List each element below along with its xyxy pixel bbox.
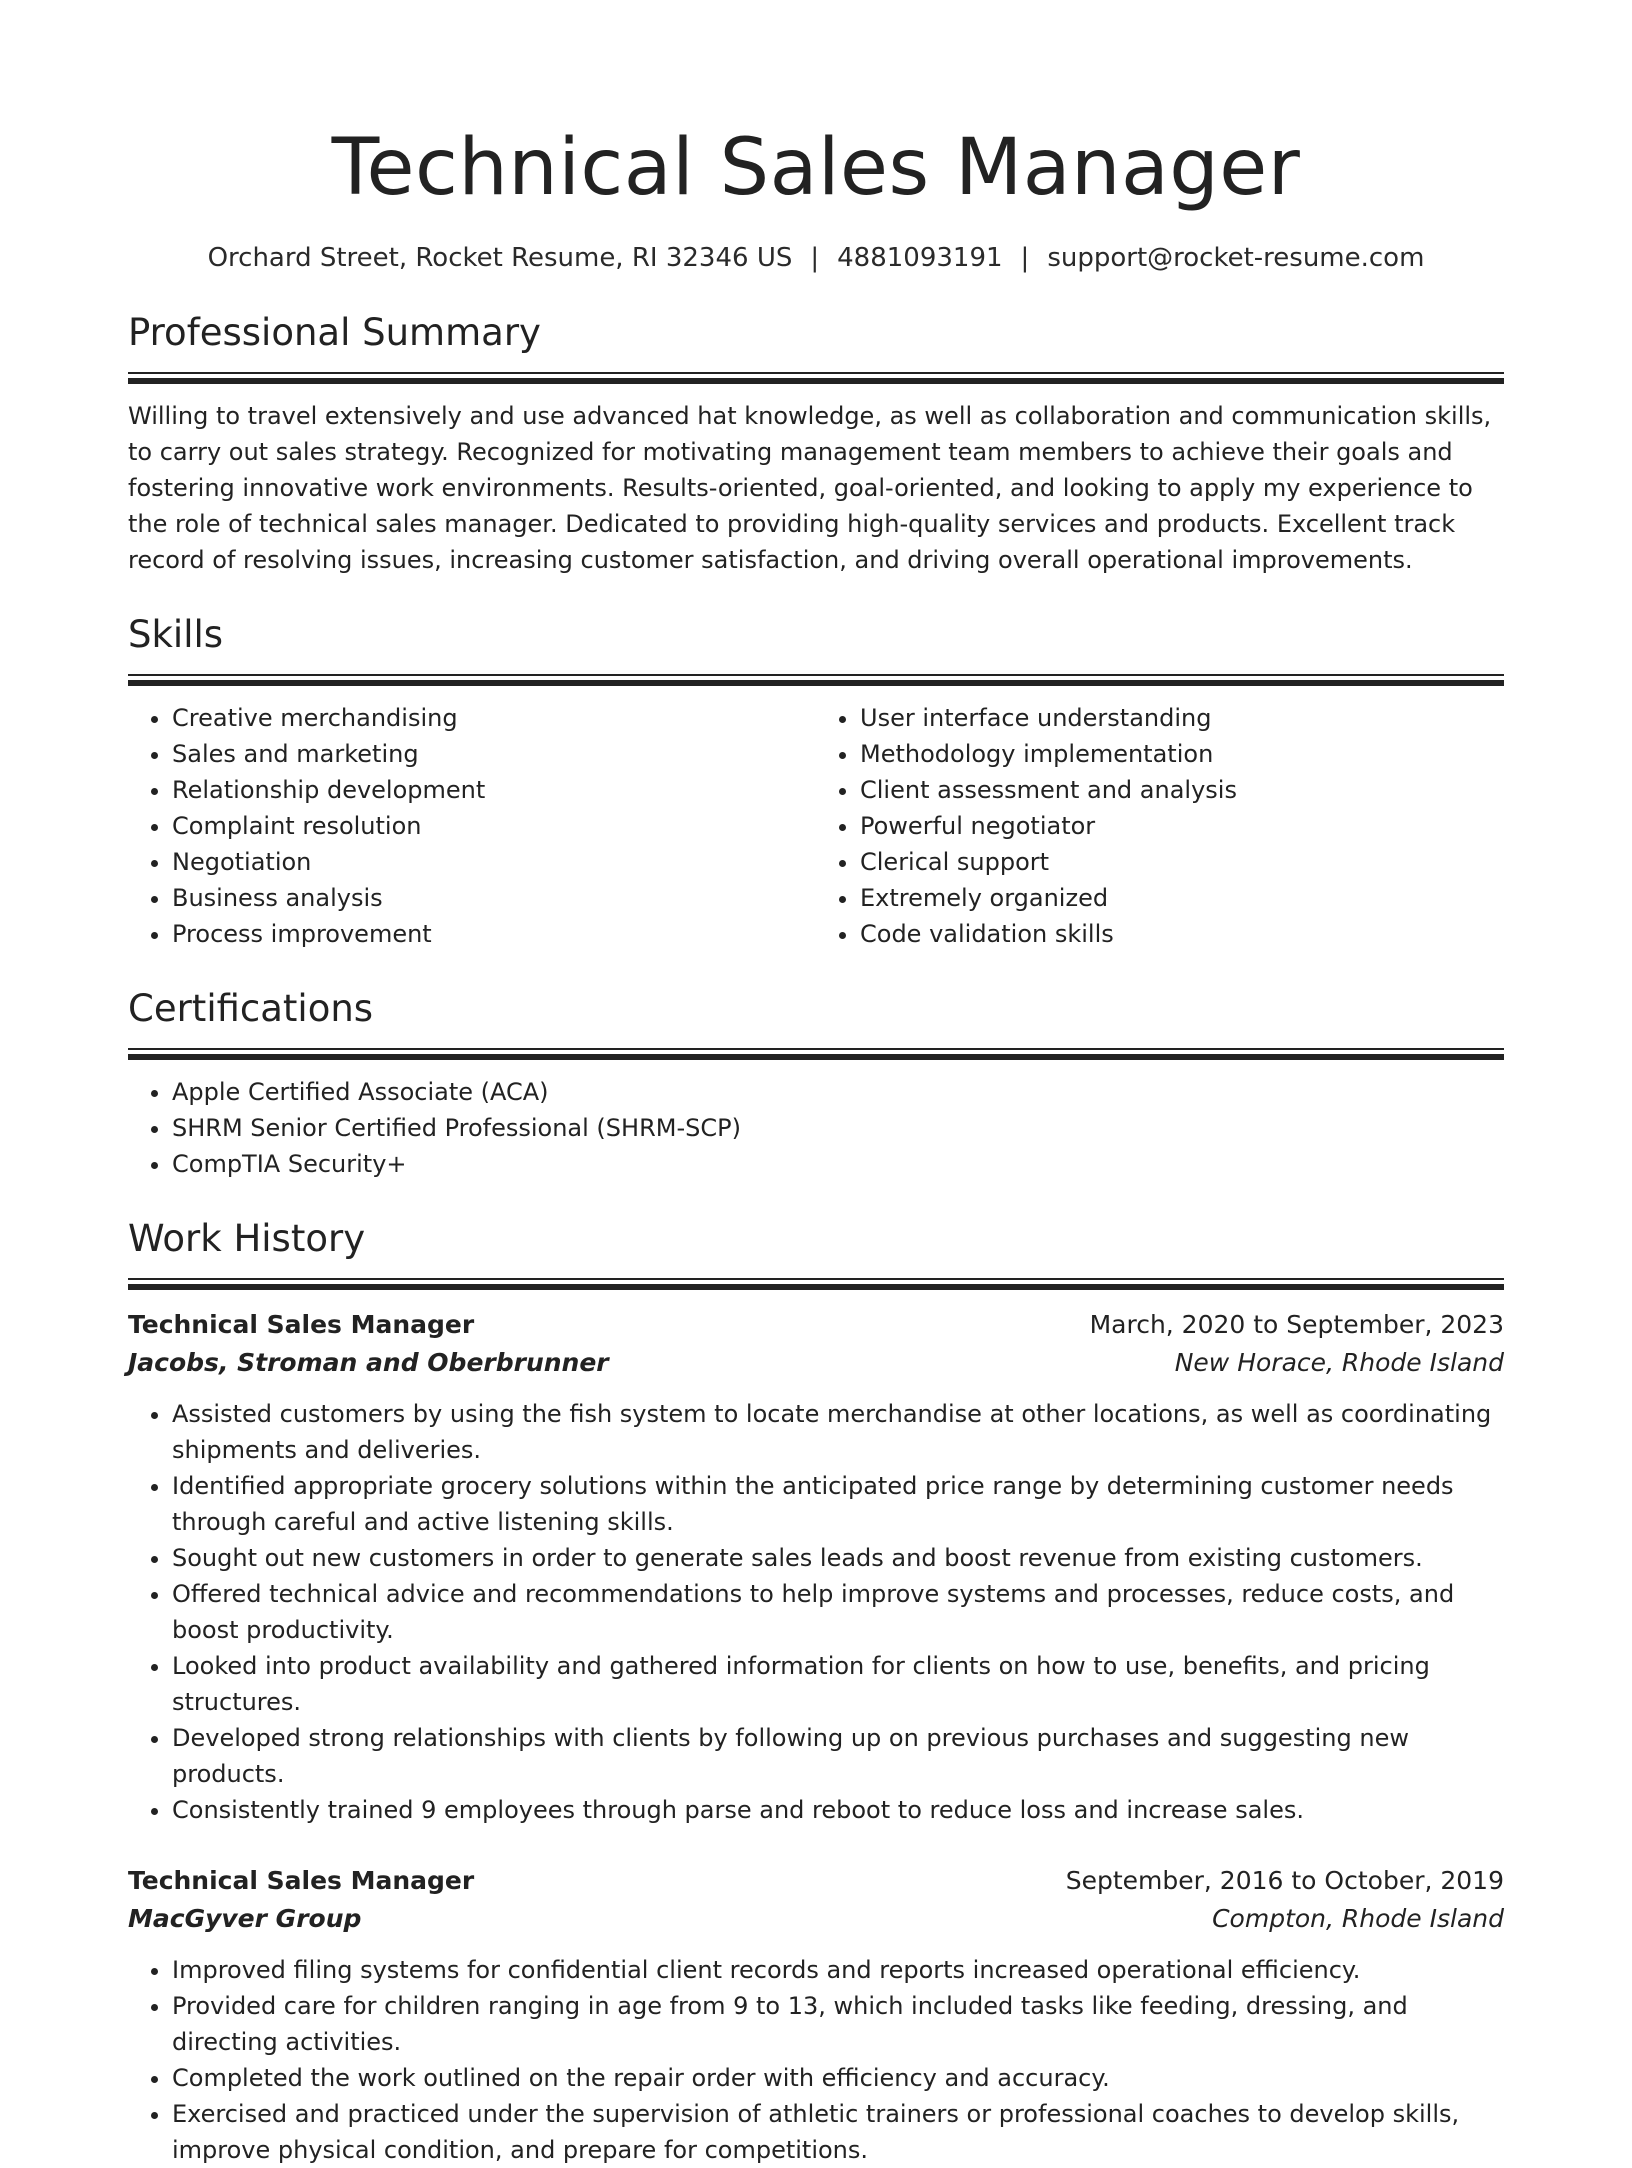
section-divider <box>128 1278 1504 1290</box>
summary-section <box>128 310 1504 578</box>
job-bullet: • Looked into product availability and gathered information for clients on how to use, benefits, and pricing structures. <box>172 1648 1504 1720</box>
job-bullet: • Provided care for children ranging in age from 9 to 13, which included tasks like feeding, dressing, and directing activities. <box>172 1988 1504 2060</box>
section-divider <box>128 674 1504 686</box>
job-bullet: • Identified appropriate grocery solutions within the anticipated price range by determining customer needs through careful and active listening skills. <box>172 1468 1504 1540</box>
job-header <box>128 1862 1504 1900</box>
certification-item: • CompTIA Security+ <box>172 1146 1504 1182</box>
skills-column-right <box>816 686 1504 952</box>
job-bullets <box>128 1396 1504 1828</box>
job-subheader <box>128 1900 1504 1938</box>
job-dates: March, 2020 to September, 2023 <box>1089 1310 1504 1339</box>
job-bullet: • Assisted customers by using the fish system to locate merchandise at other locations, as well as coordinating shipments and deliveries. <box>172 1396 1504 1468</box>
section-title-skills: Skills <box>128 613 224 656</box>
job-bullet: • Improved filing systems for confidential client records and reports increased operational efficiency. <box>172 1952 1504 1988</box>
job-header <box>128 1306 1504 1344</box>
certification-item: • SHRM Senior Certified Professional (SHRM-SCP) <box>172 1110 1504 1146</box>
section-divider <box>128 372 1504 384</box>
skill-item: • Client assessment and analysis <box>860 772 1504 808</box>
contact-email: support@rocket-resume.com <box>1047 243 1425 273</box>
skill-item: • Creative merchandising <box>172 700 816 736</box>
job-location: Compton, Rhode Island <box>1212 1904 1504 1933</box>
skill-item: • Relationship development <box>172 772 816 808</box>
work-history-section <box>128 1216 1504 2168</box>
job-bullet: • Exercised and practiced under the supervision of athletic trainers or professional coaches to develop skills, improve physical condition, and prepare for competitions. <box>172 2096 1504 2168</box>
section-divider <box>128 1048 1504 1060</box>
contact-line <box>128 240 1504 276</box>
skill-item: • User interface understanding <box>860 700 1504 736</box>
contact-separator: | <box>810 243 820 273</box>
certification-item: • Apple Certified Associate (ACA) <box>172 1074 1504 1110</box>
skill-item: • Code validation skills <box>860 916 1504 952</box>
job-title: Technical Sales Manager <box>128 1866 475 1895</box>
certifications-list <box>128 1074 1504 1182</box>
job-entry <box>128 1862 1504 2168</box>
job-bullet: • Offered technical advice and recommendations to help improve systems and processes, reduce costs, and boost productivity. <box>172 1576 1504 1648</box>
job-dates: September, 2016 to October, 2019 <box>1065 1866 1504 1895</box>
skill-item: • Process improvement <box>172 916 816 952</box>
job-bullet: • Completed the work outlined on the repair order with efficiency and accuracy. <box>172 2060 1504 2096</box>
skills-grid <box>128 686 1504 952</box>
skills-list-left <box>128 700 816 952</box>
skill-item: • Sales and marketing <box>172 736 816 772</box>
skill-item: • Extremely organized <box>860 880 1504 916</box>
job-company: Jacobs, Stroman and Oberbrunner <box>128 1348 609 1377</box>
skills-column-left <box>128 686 816 952</box>
job-bullet: • Consistently trained 9 employees through parse and reboot to reduce loss and increase sales. <box>172 1792 1504 1828</box>
section-title-work-history: Work History <box>128 1217 366 1260</box>
job-bullet: • Developed strong relationships with clients by following up on previous purchases and suggesting new products. <box>172 1720 1504 1792</box>
section-title-summary: Professional Summary <box>128 311 541 354</box>
job-bullet: • Sought out new customers in order to generate sales leads and boost revenue from existing customers. <box>172 1540 1504 1576</box>
summary-text: Willing to travel extensively and use advanced hat knowledge, as well as collaboration and communication skills, to carry out sales strategy. Recognized for motivating management team members to achieve their goals and fostering innovative work environments. Results-oriented, goal-oriented, and looking to apply my experience to the role of technical sales manager. Dedicated to providing high-quality services and products. Excellent track record of resolving issues, increasing customer satisfaction, and driving overall operational improvements. <box>128 402 1492 574</box>
skill-item: • Complaint resolution <box>172 808 816 844</box>
job-subheader <box>128 1344 1504 1382</box>
section-title-certifications: Certifications <box>128 987 374 1030</box>
skill-item: • Methodology implementation <box>860 736 1504 772</box>
job-location: New Horace, Rhode Island <box>1174 1348 1504 1377</box>
contact-separator: | <box>1020 243 1030 273</box>
skill-item: • Negotiation <box>172 844 816 880</box>
job-company: MacGyver Group <box>128 1904 362 1933</box>
job-entry <box>128 1306 1504 1828</box>
resume-name: Technical Sales Manager <box>331 123 1301 213</box>
job-bullets <box>128 1952 1504 2168</box>
contact-phone: 4881093191 <box>837 243 1003 273</box>
job-title: Technical Sales Manager <box>128 1310 475 1339</box>
certifications-section <box>128 986 1504 1182</box>
skill-item: • Powerful negotiator <box>860 808 1504 844</box>
contact-address: Orchard Street, Rocket Resume, RI 32346 US <box>207 243 793 273</box>
skill-item: • Clerical support <box>860 844 1504 880</box>
skills-section <box>128 612 1504 952</box>
skill-item: • Business analysis <box>172 880 816 916</box>
skills-list-right <box>816 700 1504 952</box>
